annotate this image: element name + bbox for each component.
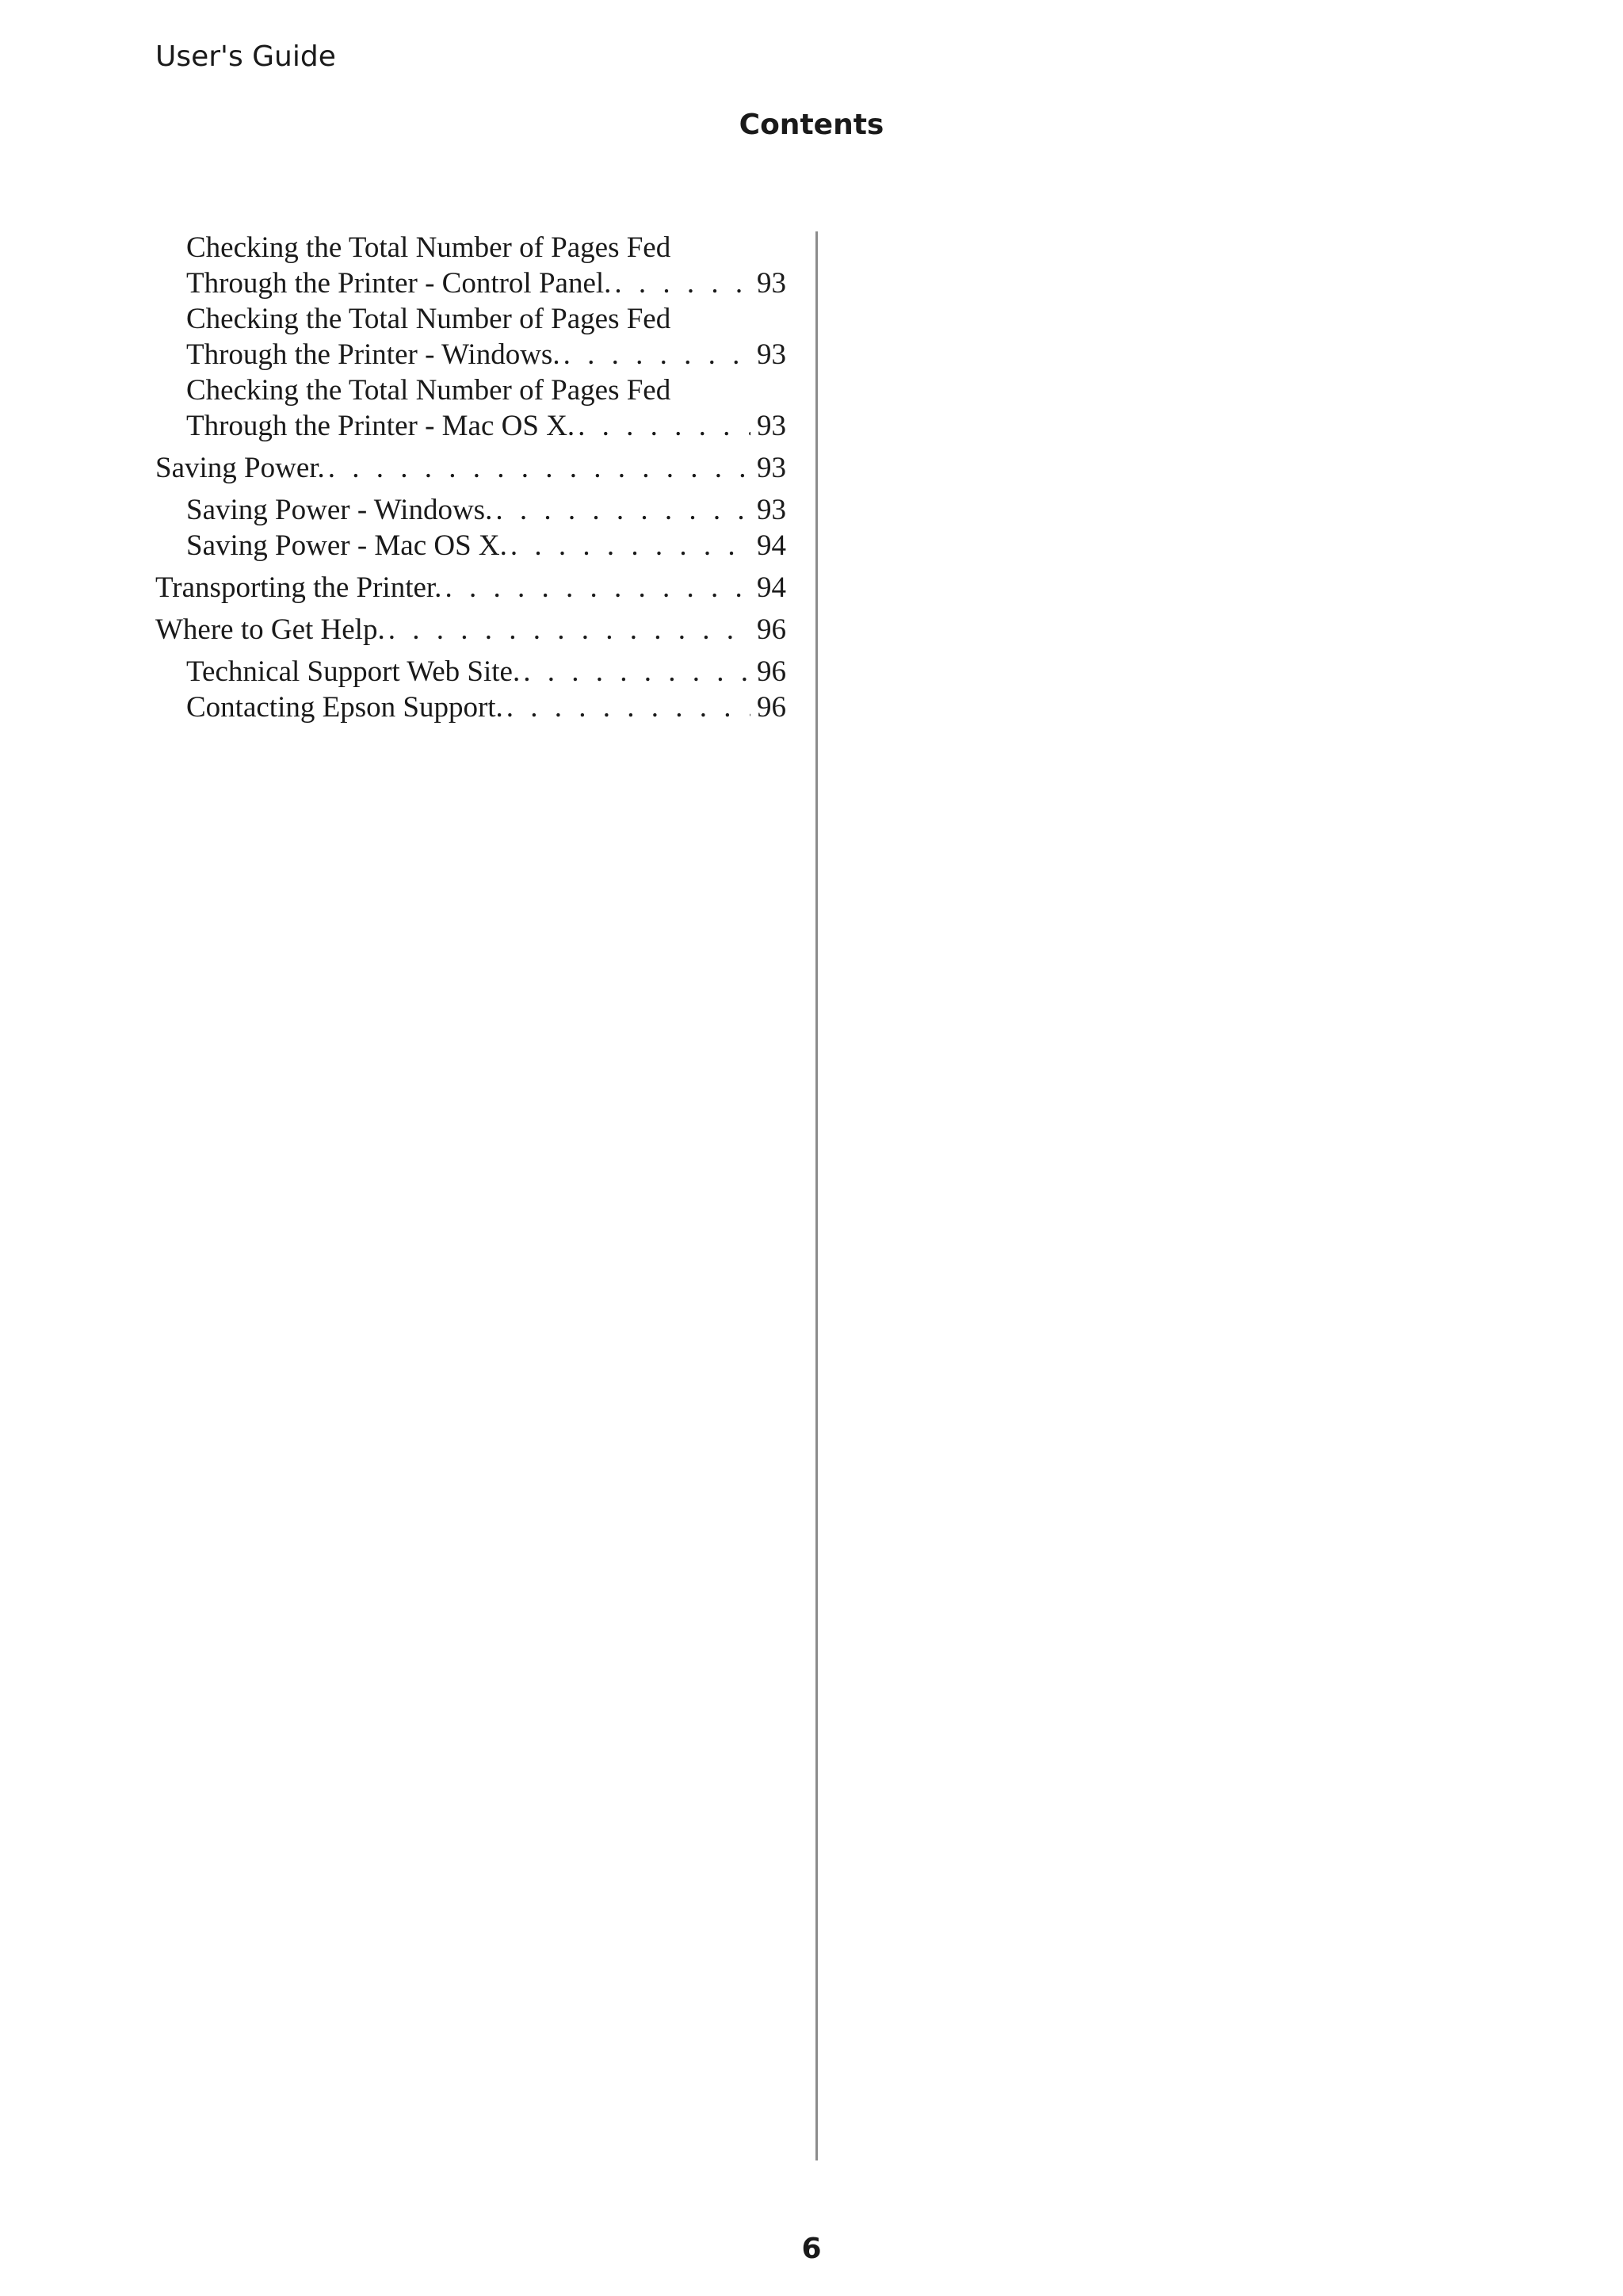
- dot-leader: [503, 690, 750, 725]
- toc-entry-line: [155, 612, 786, 648]
- toc-entry-page: 93: [757, 410, 786, 442]
- dot-leader: [520, 654, 750, 690]
- toc-entry-line: [186, 337, 786, 372]
- toc-entry-line: [186, 266, 786, 301]
- toc-entry-page: 93: [757, 494, 786, 526]
- toc-entry-page: 93: [757, 452, 786, 484]
- toc-entry-page: 93: [757, 267, 786, 300]
- toc-entry-page: 93: [757, 338, 786, 371]
- toc-entry-page: 96: [757, 691, 786, 724]
- document-title: User's Guide: [155, 40, 336, 73]
- toc-entry-line: [155, 450, 786, 486]
- toc-entry[interactable]: [155, 230, 786, 301]
- toc-entry-line: [186, 690, 786, 725]
- dot-leader: [611, 266, 750, 301]
- toc-entry[interactable]: [155, 570, 786, 606]
- toc-entry-line: [186, 408, 786, 444]
- toc-entry-page: 94: [757, 529, 786, 562]
- toc-entry[interactable]: [155, 612, 786, 648]
- toc-entry-line: [186, 230, 786, 266]
- dot-leader: [325, 450, 750, 486]
- toc-entry-title: Checking the Total Number of Pages Fed: [186, 374, 671, 407]
- toc-entry-line: [186, 492, 786, 528]
- toc-entry-page: 94: [757, 571, 786, 604]
- toc-entry-title-continued: Through the Printer - Control Panel.: [186, 267, 612, 300]
- dot-leader: [492, 492, 750, 528]
- dot-leader: [560, 337, 750, 372]
- toc-entry-line: [186, 654, 786, 690]
- page-number: 6: [801, 2233, 822, 2265]
- toc-entry[interactable]: [155, 492, 786, 528]
- toc-entry-title-continued: Through the Printer - Mac OS X.: [186, 410, 575, 442]
- toc-entry-title: Saving Power - Mac OS X.: [186, 529, 507, 562]
- toc-entry[interactable]: [155, 528, 786, 563]
- section-title: Contents: [739, 109, 884, 141]
- column-divider: [815, 231, 818, 2160]
- dot-leader: [441, 570, 750, 606]
- toc-entry-line: [186, 528, 786, 563]
- dot-leader: [507, 528, 750, 563]
- dot-leader: [385, 612, 750, 648]
- toc-entry-title: Saving Power - Windows.: [186, 494, 493, 526]
- dot-leader: [575, 408, 750, 444]
- toc-entry-title: Transporting the Printer.: [155, 571, 442, 604]
- toc-entry[interactable]: [155, 690, 786, 725]
- toc-entry-title: Where to Get Help.: [155, 613, 385, 646]
- toc-entry[interactable]: [155, 372, 786, 444]
- table-of-contents: [155, 230, 786, 725]
- toc-entry[interactable]: [155, 301, 786, 372]
- toc-entry-page: 96: [757, 655, 786, 688]
- toc-entry-title-continued: Through the Printer - Windows.: [186, 338, 560, 371]
- toc-entry-title: Contacting Epson Support.: [186, 691, 503, 724]
- toc-entry-title: Technical Support Web Site.: [186, 655, 521, 688]
- toc-entry-title: Checking the Total Number of Pages Fed: [186, 231, 671, 264]
- toc-entry-page: 96: [757, 613, 786, 646]
- toc-entry-line: [186, 301, 786, 337]
- toc-entry-title: Checking the Total Number of Pages Fed: [186, 303, 671, 335]
- toc-entry[interactable]: [155, 450, 786, 486]
- toc-entry[interactable]: [155, 654, 786, 690]
- toc-entry-title: Saving Power.: [155, 452, 325, 484]
- toc-entry-line: [186, 372, 786, 408]
- toc-entry-line: [155, 570, 786, 606]
